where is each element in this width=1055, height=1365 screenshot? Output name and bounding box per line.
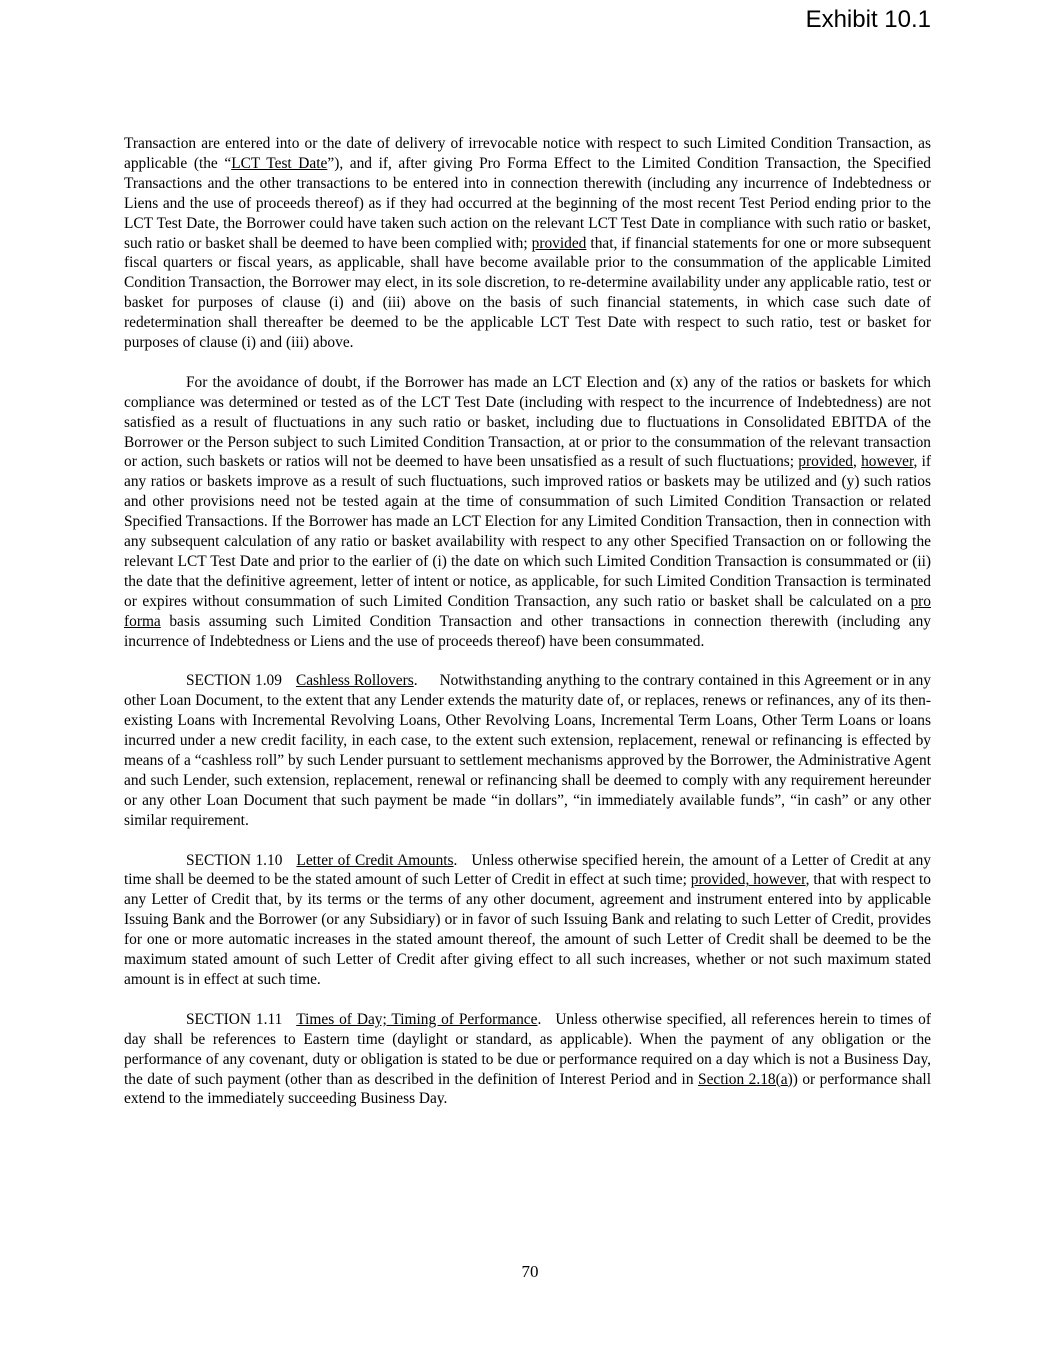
paragraph-avoidance-of-doubt <box>124 373 931 652</box>
underlined-term: forma <box>124 612 161 630</box>
page-number: 70 <box>521 1262 539 1281</box>
section-text: Unless otherwise specified herein, the amount of a Letter of Credit at any time shall be deemed to be the stated amount of such Letter of Credit in effect at such time; <box>124 851 931 889</box>
text: For the avoidance of doubt, if the Borrower has made an LCT Election and (x) any of the ratios or baskets for which compliance was determined or tested as of the LCT Test Date (including with respect to the incurrence of Indebtedness) are not satisfied as a result of fluctuations in any such ratio or basket, including due to fluctuations in Consolidated EBITDA of the Borrower or the Person subject to such Limited Condition Transaction, at or prior to the consummation of the relevant transaction or action, such baskets or ratios will not be deemed to have been unsatisfied as a result of such fluctuations; <box>124 373 931 471</box>
defined-term: LCT Test Date <box>231 154 328 172</box>
section-number: SECTION 1.09 <box>186 672 282 690</box>
exhibit-label: Exhibit 10.1 <box>805 6 931 33</box>
text: . <box>537 1010 542 1028</box>
section-text: , that with respect to any Letter of Credit that, by its terms or the terms of any other document, agreement and instrument entered into by applicable Issuing Bank and the Borrower (or any Subsidiary) or in favor of such Issuing Bank and relating to such Letter of Credit, provides for one or more automatic increases in the stated amount thereof, the amount of such Letter of Credit shall be deemed to be the maximum stated amount of such Letter of Credit after giving effect to all such increases, whether or not such maximum stated amount is in effect at such time. <box>124 871 932 989</box>
underlined-term: provided <box>798 453 854 471</box>
section-text: Unless otherwise specified, all references herein to times of day shall be references to Eastern time (daylight or standard, as applicable). When the payment of any obligation or the performance of any covenant, duty or obligation is stated to be due or performance required on a day which is not a Business Day, the date of such payment (other than as described in the definition of Interest Period and in <box>124 1010 931 1088</box>
text: , <box>853 453 862 471</box>
underlined-term: however <box>861 453 914 471</box>
section-heading: Cashless Rollovers <box>295 672 414 690</box>
underlined-term: pro <box>910 592 931 610</box>
document-body <box>124 134 931 1129</box>
section-heading: Letter of Credit Amounts <box>296 851 454 869</box>
section-text: ) or performance shall extend to the immediately succeeding Business Day. <box>124 1070 931 1108</box>
text: , if any ratios or baskets improve as a result of such fluctuations, such improved ratios or baskets may be utilized and (y) such ratios and other provisions need not be tested again at the time of consummation of such Limited Condition Transaction or related Specified Transactions. If the Borrower has made an LCT Election for any Limited Condition Transaction, then in connection with any subsequent calculation of any ratio or basket availability with respect to any other Specified Transaction on or following the relevant LCT Test Date and prior to the earlier of (i) the date on which such Limited Condition Transaction is consummated or (ii) the date that the definitive agreement, letter of intent or notice, as applicable, for such Limited Condition Transaction is terminated or expires without consummation of such Limited Condition Transaction, any such ratio or basket shall be calculated on a <box>124 453 931 610</box>
section-number: SECTION 1.11 <box>186 1010 283 1028</box>
text: Transaction are entered into or the date of delivery of irrevocable notice with respect to such Limited Condition Transaction, as applicable (the “ <box>124 135 931 172</box>
section-1-11 <box>124 1010 931 1110</box>
text: . <box>413 672 418 690</box>
section-1-09 <box>124 671 931 830</box>
text: that, if financial statements for one or more subsequent fiscal quarters or fiscal years, as applicable, shall have become available prior to the consummation of the applicable Limited Condition Transaction, the Borrower may elect, in its sole discretion, to re-determine availability under any applicable ratio, test or basket for purposes of clause (i) and (iii) above on the basis of such financial statements, in which case such date of redetermination shall thereafter be deemed to be the applicable LCT Test Date with respect to such ratio, test or basket for purposes of clause (i) and (iii) above. <box>124 234 932 352</box>
paragraph-lct-test-date <box>124 134 931 353</box>
section-reference: Section 2.18(a) <box>698 1070 793 1088</box>
text: . <box>453 851 458 869</box>
underlined-term: provided, however <box>690 871 806 889</box>
section-text: Notwithstanding anything to the contrary contained in this Agreement or in any other Loan Document, to the extent that any Lender extends the maturity date of, or replaces, renews or refinances, any of its then-existing Loans with Incremental Revolving Loans, Other Revolving Loans, Incremental Term Loans, Other Term Loans or loans incurred under a new credit facility, in each case, to the extent such extension, replacement, renewal or refinancing is effected by means of a “cashless roll” by such Lender pursuant to settlement mechanisms approved by the Borrower, the Administrative Agent and such Lender, such extension, replacement, renewal or refinancing shall be deemed to comply with any requirement hereunder or any other Loan Document that such payment be made “in dollars”, “in immediately available funds”, “in cash” or any other similar requirement. <box>124 672 931 829</box>
section-heading: Times of Day; Timing of Performance <box>296 1010 538 1028</box>
text: ”), and if, after giving Pro Forma Effect to the Limited Condition Transaction, the Specified Transactions and the other transactions to be entered into in connection therewith (including any incurrence of Indebtedness or Liens and the use of proceeds thereof) as if they had occurred at the beginning of the most recent Test Period ending prior to the LCT Test Date, the Borrower could have taken such action on the relevant LCT Test Date in compliance with such ratio or basket, such ratio or basket shall be deemed to have been complied with; <box>124 154 931 252</box>
underlined-term: provided <box>531 234 587 252</box>
section-1-10 <box>124 851 931 990</box>
section-number: SECTION 1.10 <box>186 851 283 869</box>
text: basis assuming such Limited Condition Transaction and other transactions in connection therewith (including any incurrence of Indebtedness or Liens and the use of proceeds thereof) have been consummated. <box>124 612 931 650</box>
